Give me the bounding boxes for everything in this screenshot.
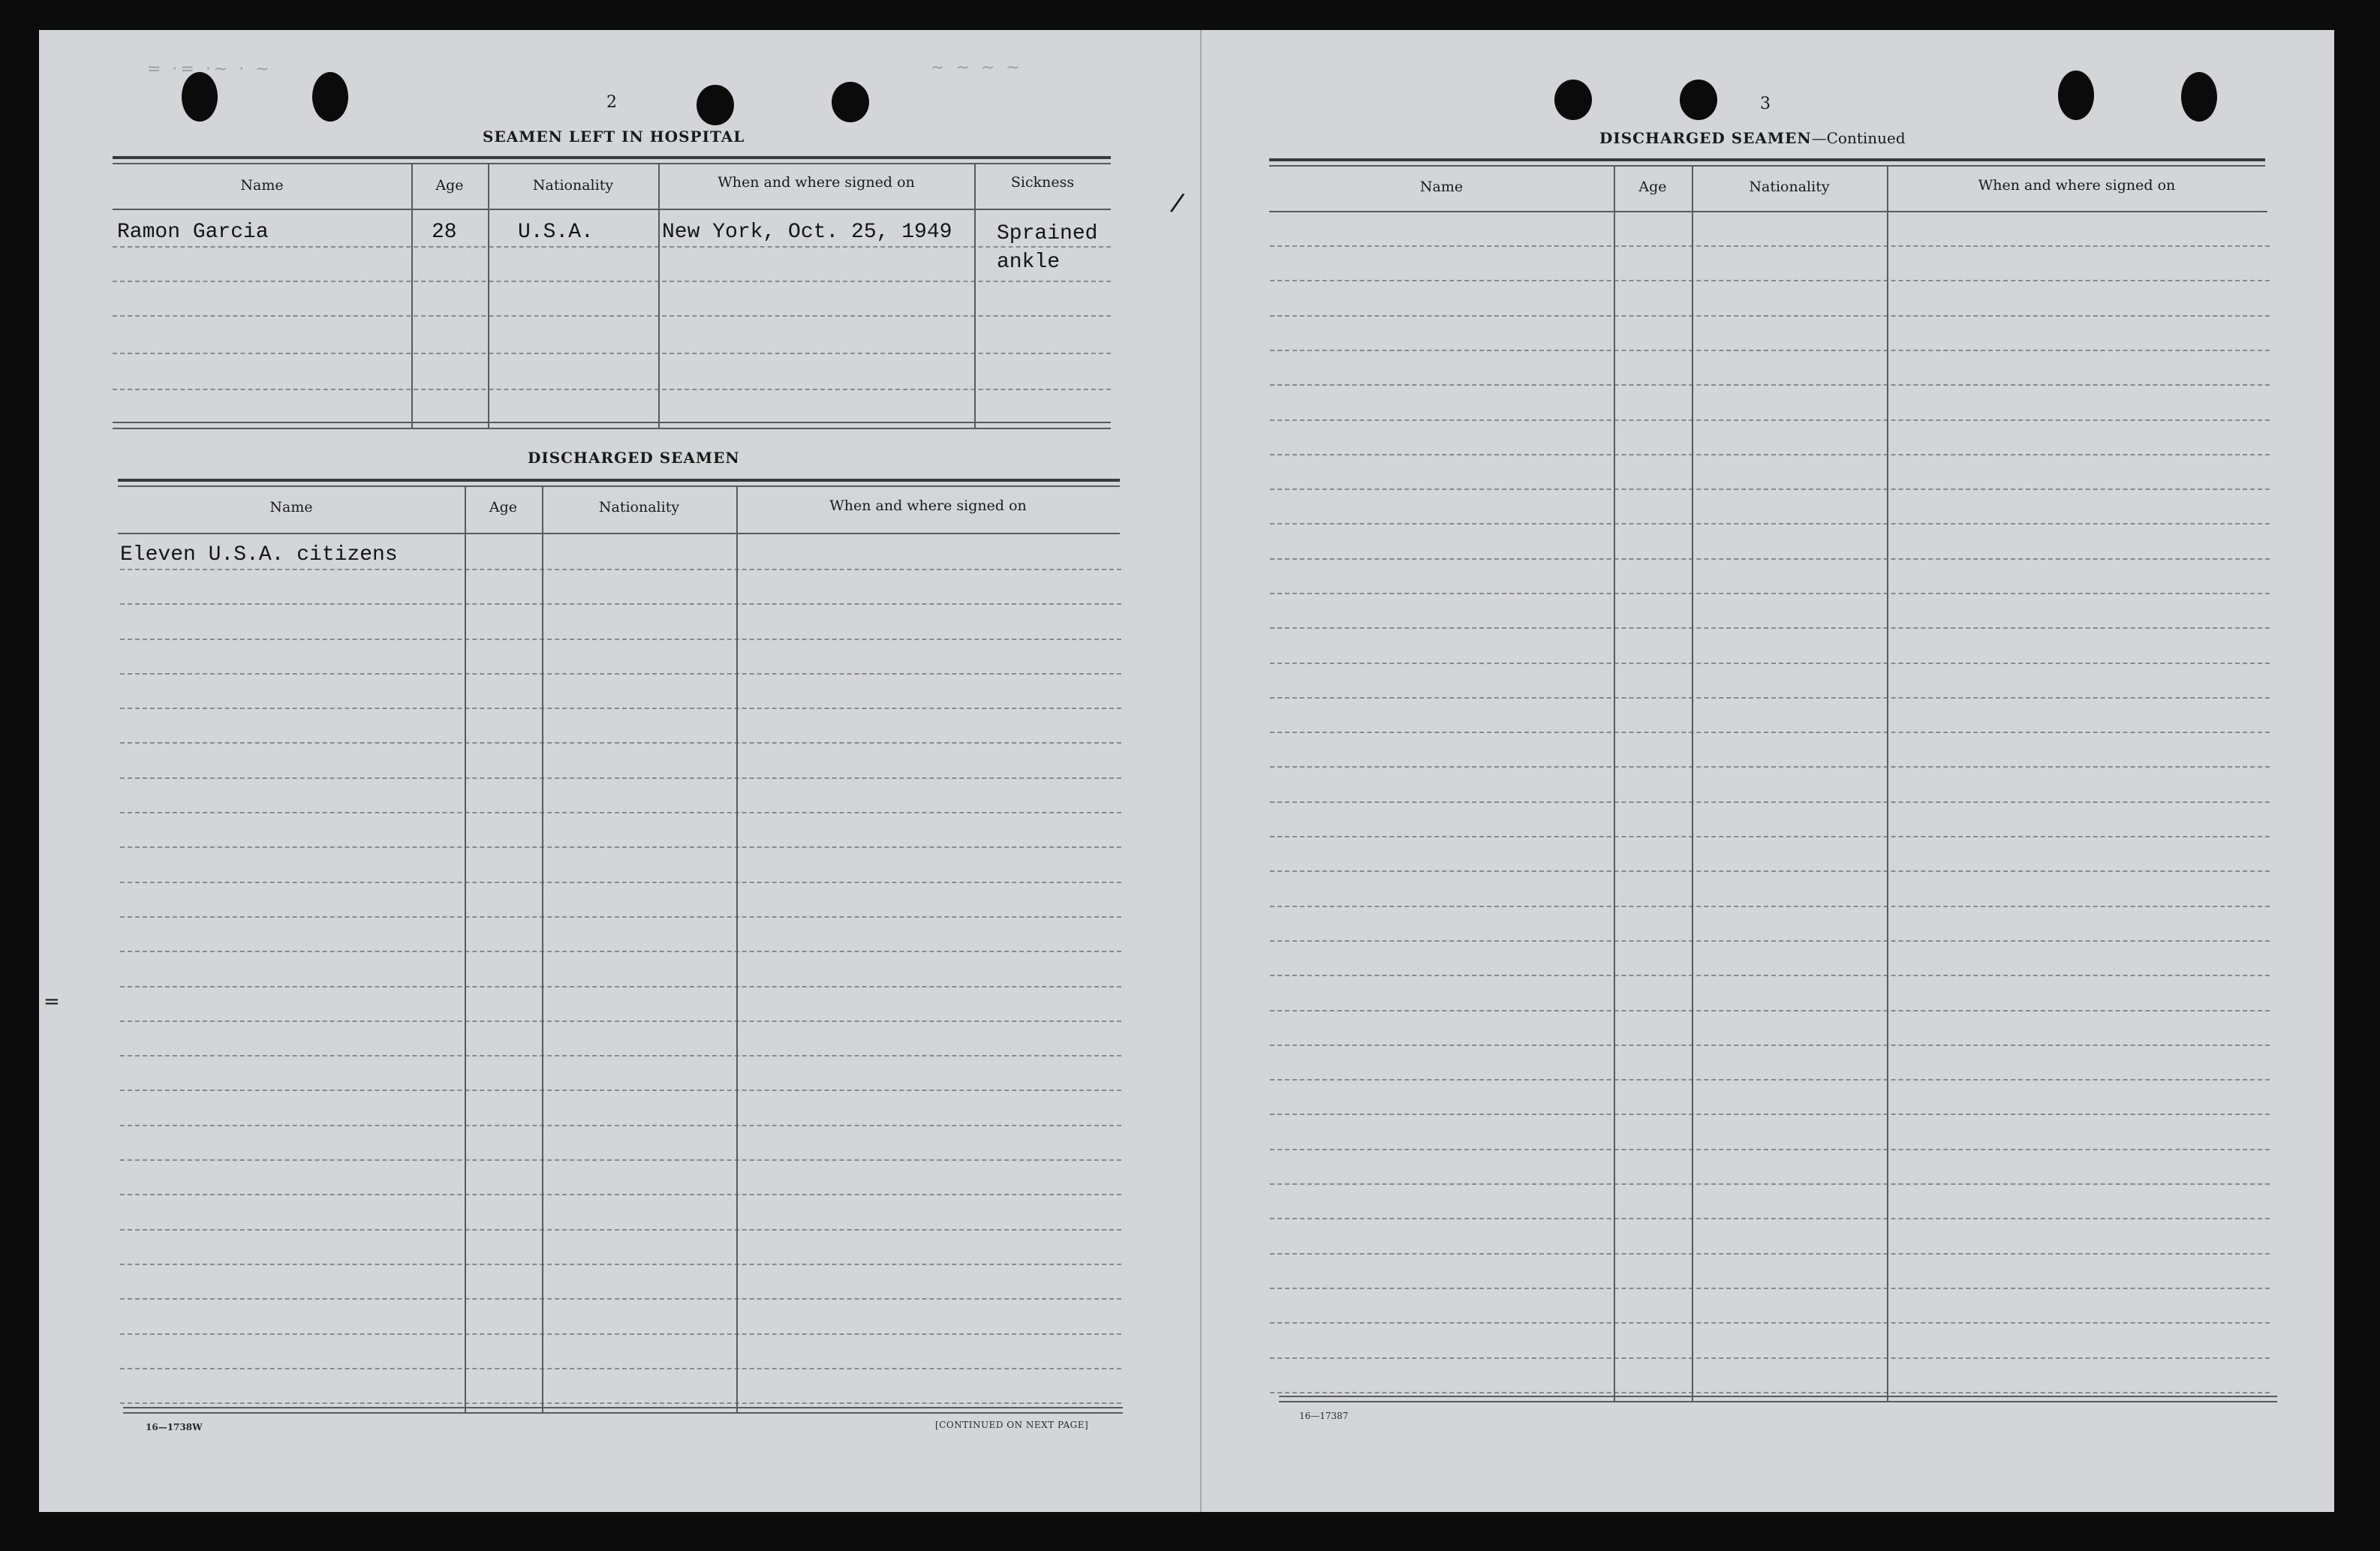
column-header-nationality: Nationality — [532, 177, 614, 194]
hospital-sickness-line1: Sprained — [997, 222, 1098, 245]
row-rule — [1270, 732, 2270, 733]
column-header-nationality: Nationality — [598, 499, 680, 515]
punch-hole — [832, 82, 869, 122]
row-rule — [1270, 1253, 2270, 1255]
table-rule — [123, 1407, 1123, 1408]
table-rule — [113, 156, 1111, 159]
column-header-nationality: Nationality — [1749, 179, 1830, 195]
row-rule — [120, 916, 1121, 918]
row-rule — [1270, 1079, 2270, 1081]
punch-hole — [1554, 80, 1592, 120]
table-rule — [113, 422, 1111, 423]
table-rule — [113, 353, 1111, 354]
table-rule — [118, 533, 1120, 534]
column-divider — [411, 163, 413, 428]
form-number-right: 16—17387 — [1299, 1411, 1349, 1421]
table-rule — [113, 281, 1111, 282]
column-divider — [542, 485, 543, 1412]
row-rule — [120, 1159, 1121, 1161]
page-number-right: 3 — [1760, 95, 1771, 113]
table-rule — [1269, 165, 2265, 167]
row-rule — [1270, 663, 2270, 664]
table-rule — [113, 389, 1111, 390]
continued-note: [CONTINUED ON NEXT PAGE] — [935, 1420, 1089, 1430]
row-rule — [1270, 350, 2270, 351]
hospital-nationality-cell: U.S.A. — [518, 221, 594, 244]
row-rule — [1270, 245, 2270, 247]
row-rule — [120, 1055, 1121, 1057]
row-rule — [1270, 801, 2270, 803]
pen-mark: / — [1169, 187, 1187, 218]
table-rule — [118, 479, 1120, 482]
row-rule — [120, 708, 1121, 709]
discharged-entry: Eleven U.S.A. citizens — [120, 543, 398, 567]
column-header-signed-on: When and where signed on — [718, 174, 915, 191]
row-rule — [1270, 1322, 2270, 1324]
column-divider — [488, 163, 489, 428]
row-rule — [1270, 836, 2270, 837]
hospital-age-cell: 28 — [432, 221, 457, 244]
table-rule — [1279, 1401, 2277, 1402]
edge-mark: = — [44, 990, 60, 1013]
column-divider — [1887, 165, 1888, 1401]
punch-hole — [182, 72, 218, 122]
row-rule — [1270, 315, 2270, 317]
row-rule — [120, 742, 1121, 744]
row-rule — [120, 1333, 1121, 1335]
row-rule — [120, 1264, 1121, 1265]
table-rule — [123, 1412, 1123, 1414]
row-rule — [1270, 697, 2270, 699]
row-rule — [120, 1194, 1121, 1195]
section-title-hospital: SEAMEN LEFT IN HOSPITAL — [483, 128, 745, 146]
row-rule — [1270, 1149, 2270, 1150]
row-rule — [1270, 593, 2270, 594]
row-rule — [1270, 1218, 2270, 1219]
row-rule — [120, 951, 1121, 952]
row-rule — [120, 1125, 1121, 1126]
table-rule — [113, 315, 1111, 317]
row-rule — [1270, 1357, 2270, 1359]
hospital-signed-on-cell: New York, Oct. 25, 1949 — [662, 221, 952, 244]
title-continued: —Continued — [1811, 129, 1906, 147]
table-rule — [1269, 211, 2267, 212]
row-rule — [1270, 1288, 2270, 1289]
column-header-age: Age — [435, 177, 464, 194]
bleed-through-mark: = ·= ·~ · ~ — [147, 60, 272, 79]
row-rule — [120, 1298, 1121, 1300]
column-header-signed-on: When and where signed on — [1978, 177, 2176, 194]
column-divider — [974, 163, 976, 428]
row-rule — [120, 1402, 1121, 1404]
punch-hole — [2058, 71, 2094, 120]
table-rule — [1279, 1396, 2277, 1397]
row-rule — [120, 1020, 1121, 1022]
page-number-left: 2 — [606, 93, 617, 112]
row-rule — [1270, 940, 2270, 942]
row-rule — [120, 882, 1121, 883]
title-main: DISCHARGED SEAMEN — [1599, 129, 1812, 147]
row-rule — [1270, 558, 2270, 560]
column-header-age: Age — [489, 499, 518, 515]
table-rule — [1269, 158, 2265, 161]
row-rule — [1270, 906, 2270, 907]
row-rule — [1270, 280, 2270, 281]
row-rule — [1270, 870, 2270, 872]
row-rule — [120, 812, 1121, 813]
table-rule — [113, 163, 1111, 164]
row-rule — [1270, 1010, 2270, 1011]
row-rule — [1270, 1045, 2270, 1046]
column-header-age: Age — [1638, 179, 1667, 195]
row-rule — [1270, 419, 2270, 421]
table-rule — [113, 428, 1111, 429]
column-divider — [1692, 165, 1693, 1401]
hospital-name-cell: Ramon Garcia — [117, 221, 269, 244]
row-rule — [1270, 766, 2270, 768]
page-fold — [1200, 30, 1202, 1512]
column-header-name: Name — [1419, 179, 1464, 195]
section-title-discharged-continued — [1599, 129, 1906, 147]
punch-hole — [1680, 80, 1717, 120]
row-rule — [120, 1368, 1121, 1369]
manifest-sheet — [39, 30, 2334, 1512]
row-rule — [120, 603, 1121, 605]
column-divider — [1614, 165, 1615, 1401]
row-rule — [120, 1229, 1121, 1231]
punch-hole — [697, 85, 734, 125]
hospital-sickness-line2: ankle — [997, 251, 1061, 274]
row-rule — [1270, 1183, 2270, 1185]
row-rule — [120, 986, 1121, 987]
bleed-through-mark: ~ ~ ~ ~ — [931, 59, 1023, 77]
column-divider — [465, 485, 466, 1412]
row-rule — [1270, 975, 2270, 976]
column-header-sickness: Sickness — [1010, 174, 1075, 191]
row-rule — [120, 1090, 1121, 1091]
row-rule — [1270, 523, 2270, 525]
row-rule — [1270, 384, 2270, 386]
table-rule — [113, 209, 1111, 210]
row-rule — [1270, 488, 2270, 490]
column-divider — [736, 485, 738, 1412]
column-header-signed-on: When and where signed on — [829, 497, 1027, 514]
punch-hole — [2181, 72, 2217, 122]
form-number-left: 16—1738W — [146, 1422, 203, 1432]
row-rule — [1270, 1392, 2270, 1393]
table-rule — [118, 485, 1120, 487]
punch-hole — [312, 72, 348, 122]
row-rule — [120, 673, 1121, 675]
row-rule — [1270, 454, 2270, 455]
section-title-discharged: DISCHARGED SEAMEN — [528, 449, 740, 467]
column-divider — [658, 163, 660, 428]
row-rule — [120, 846, 1121, 848]
row-rule — [1270, 627, 2270, 629]
row-rule — [120, 639, 1121, 640]
row-rule — [1270, 1114, 2270, 1115]
row-rule — [120, 777, 1121, 779]
table-rule — [113, 246, 1111, 248]
column-header-name: Name — [269, 499, 313, 515]
column-header-name: Name — [240, 177, 284, 194]
row-rule — [120, 569, 1121, 570]
